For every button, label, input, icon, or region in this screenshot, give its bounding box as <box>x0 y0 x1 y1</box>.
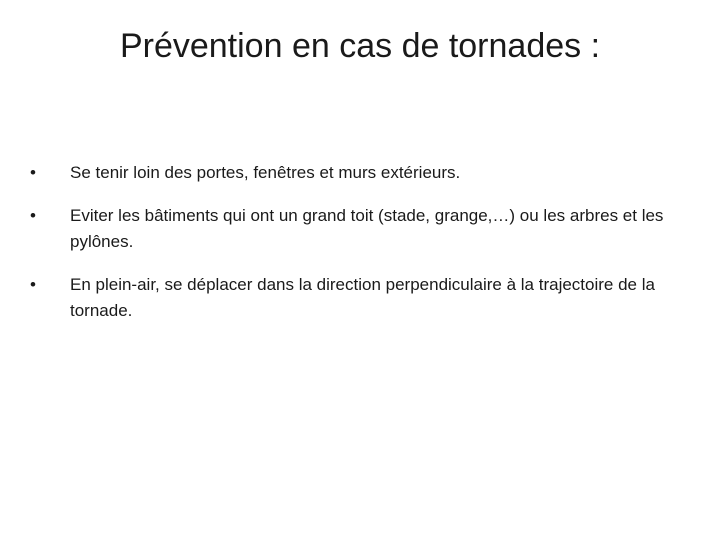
bullet-text: Se tenir loin des portes, fenêtres et murs extérieurs. <box>70 163 461 182</box>
bullet-item <box>30 272 670 324</box>
bullet-icon: • <box>30 275 36 294</box>
bullet-icon: • <box>30 163 36 182</box>
bullet-text: Eviter les bâtiments qui ont un grand toit (stade, grange,…) ou les arbres et les pylônes. <box>70 206 664 251</box>
slide-title: Prévention en cas de tornades : <box>119 27 601 65</box>
bullet-icon: • <box>30 206 36 225</box>
bullet-text: En plein-air, se déplacer dans la direction perpendiculaire à la trajectoire de la tornade. <box>70 275 655 320</box>
bullet-item <box>30 203 670 255</box>
bullet-item <box>30 160 670 186</box>
bullet-list <box>30 160 670 341</box>
